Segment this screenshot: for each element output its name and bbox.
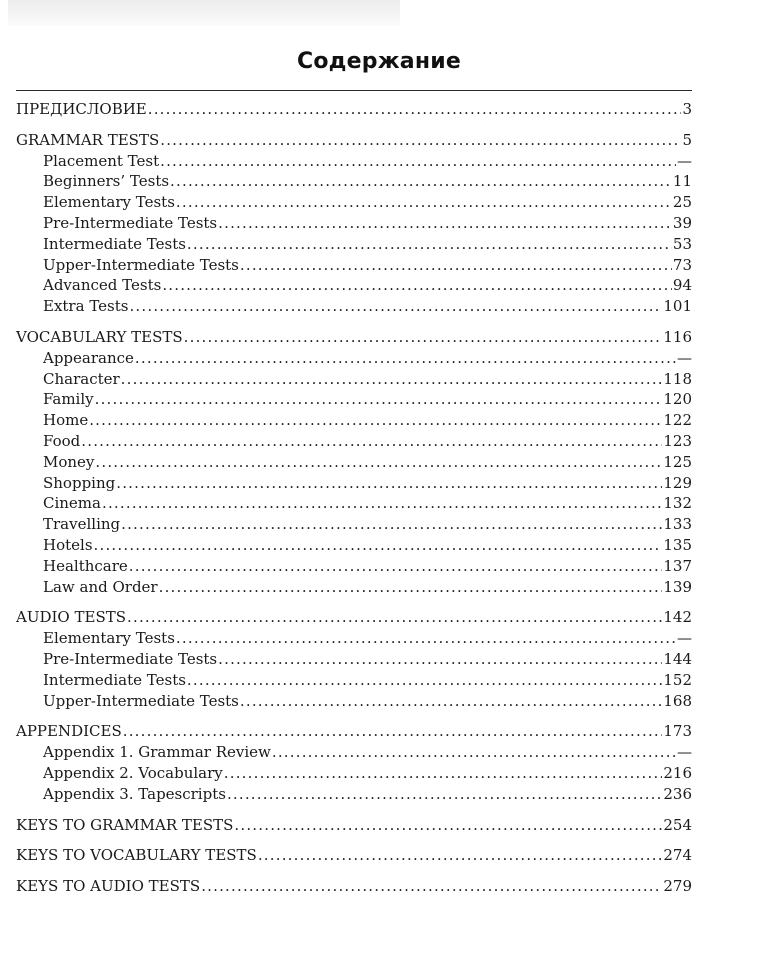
toc-section xyxy=(16,130,692,317)
dot-leader xyxy=(184,327,663,348)
dot-leader xyxy=(129,556,663,577)
toc-page-number: 236 xyxy=(663,784,692,803)
toc-subentry[interactable] xyxy=(16,296,692,317)
dot-leader xyxy=(176,192,672,213)
toc-page-number: 116 xyxy=(663,327,692,346)
scan-header-artifact xyxy=(8,0,400,26)
dot-leader xyxy=(89,410,662,431)
dot-leader xyxy=(187,670,662,691)
toc-section xyxy=(16,607,692,711)
toc-subentry[interactable] xyxy=(16,452,692,473)
dot-leader xyxy=(227,784,662,805)
toc-section xyxy=(16,876,692,897)
toc-page-number: 120 xyxy=(663,390,692,409)
toc-page-number: 152 xyxy=(663,670,692,689)
toc-entry-label: Cinema xyxy=(43,494,101,513)
toc-section-heading[interactable] xyxy=(16,607,692,628)
dot-leader xyxy=(148,99,682,120)
dot-leader xyxy=(240,691,662,712)
toc-section xyxy=(16,99,692,120)
toc-entry-label: KEYS TO VOCABULARY TESTS xyxy=(16,846,257,865)
toc-entry-label: Intermediate Tests xyxy=(43,670,186,689)
toc-entry-label: Elementary Tests xyxy=(43,193,175,212)
toc-subentry[interactable] xyxy=(16,213,692,234)
dot-leader xyxy=(187,234,672,255)
toc-page-number: 3 xyxy=(682,100,692,118)
toc-page-number: 173 xyxy=(663,722,692,741)
toc-entry-label: Appendix 3. Tapescripts xyxy=(43,784,226,803)
toc-entry-label: GRAMMAR TESTS xyxy=(16,130,160,149)
dot-leader xyxy=(129,296,662,317)
toc-subentry[interactable] xyxy=(16,473,692,494)
toc-entry-label: Money xyxy=(43,452,95,471)
dot-leader xyxy=(127,607,662,628)
dot-leader xyxy=(160,151,676,172)
toc-page-number: 129 xyxy=(663,473,692,492)
toc-subentry[interactable] xyxy=(16,493,692,514)
toc-page-number: 279 xyxy=(663,877,692,896)
toc-entry-label: Food xyxy=(43,431,81,450)
toc-entry-label: ПРЕДИСЛОВИЕ xyxy=(16,100,147,118)
toc-subentry[interactable] xyxy=(16,763,692,784)
dot-leader xyxy=(162,275,672,296)
toc-entry-label: Beginners’ Tests xyxy=(43,172,170,191)
toc-entry-label: AUDIO TESTS xyxy=(16,608,127,627)
toc-subentry[interactable] xyxy=(16,369,692,390)
toc-page-number: 5 xyxy=(682,130,692,149)
dot-leader xyxy=(135,348,676,369)
toc-page-number: 254 xyxy=(663,815,692,834)
toc-section-heading[interactable] xyxy=(16,876,692,897)
toc-entry-label: Extra Tests xyxy=(43,297,129,316)
toc-page-number: 118 xyxy=(663,369,692,388)
dot-leader xyxy=(170,171,672,192)
toc-subentry[interactable] xyxy=(16,556,692,577)
page-title: Содержание xyxy=(297,49,461,74)
toc-subentry[interactable] xyxy=(16,628,692,649)
toc-page-number: 168 xyxy=(663,691,692,710)
toc-subentry[interactable] xyxy=(16,255,692,276)
toc-page-number: 137 xyxy=(663,556,692,575)
toc-section-heading[interactable] xyxy=(16,845,692,866)
toc-section-heading[interactable] xyxy=(16,721,692,742)
toc-page-number: 274 xyxy=(663,846,692,865)
toc-subentry[interactable] xyxy=(16,348,692,369)
toc-page-number: 133 xyxy=(663,515,692,534)
toc-entry-label: Upper-Intermediate Tests xyxy=(43,255,239,274)
toc-subentry[interactable] xyxy=(16,784,692,805)
toc-entry-label: Appendix 2. Vocabulary xyxy=(43,763,223,782)
toc-subentry[interactable] xyxy=(16,275,692,296)
dot-leader xyxy=(218,213,672,234)
toc-page-number: 125 xyxy=(663,452,692,471)
dot-leader xyxy=(240,255,672,276)
toc-entry-label: Pre-Intermediate Tests xyxy=(43,213,218,232)
toc-entry-label: Law and Order xyxy=(43,577,158,596)
toc-entry-label: VOCABULARY TESTS xyxy=(16,327,183,346)
dot-leader xyxy=(94,535,663,556)
toc-section xyxy=(16,721,692,804)
toc-page-number: 123 xyxy=(663,431,692,450)
toc-entry-label: KEYS TO GRAMMAR TESTS xyxy=(16,815,234,834)
toc-subentry[interactable] xyxy=(16,410,692,431)
table-of-contents xyxy=(16,99,692,907)
toc-page-number: 25 xyxy=(672,193,692,212)
dot-leader xyxy=(160,130,681,151)
toc-subentry[interactable] xyxy=(16,577,692,598)
toc-entry-label: KEYS TO AUDIO TESTS xyxy=(16,877,201,896)
toc-subentry[interactable] xyxy=(16,431,692,452)
toc-page-number: 73 xyxy=(672,255,692,274)
dot-leader xyxy=(218,649,662,670)
toc-subentry[interactable] xyxy=(16,171,692,192)
toc-page-number: 132 xyxy=(663,494,692,513)
dot-leader xyxy=(121,514,662,535)
dot-leader xyxy=(81,431,662,452)
toc-section xyxy=(16,845,692,866)
dot-leader xyxy=(123,721,663,742)
dot-leader xyxy=(159,577,663,598)
toc-page-number: — xyxy=(677,629,692,648)
toc-subentry[interactable] xyxy=(16,151,692,172)
toc-entry-label: Pre-Intermediate Tests xyxy=(43,649,218,668)
toc-subentry[interactable] xyxy=(16,535,692,556)
toc-page-number: 216 xyxy=(663,763,692,782)
toc-subentry[interactable] xyxy=(16,389,692,410)
toc-entry-label: Intermediate Tests xyxy=(43,234,186,253)
toc-page-number: 142 xyxy=(663,608,692,627)
toc-entry-label: Home xyxy=(43,411,89,430)
toc-entry-label: Appearance xyxy=(43,348,134,367)
dot-leader xyxy=(102,493,662,514)
dot-leader xyxy=(121,369,663,390)
dot-leader xyxy=(272,742,676,763)
toc-entry-label: Family xyxy=(43,390,94,409)
dot-leader xyxy=(258,845,663,866)
toc-entry-label: Healthcare xyxy=(43,556,128,575)
toc-section xyxy=(16,327,692,597)
toc-entry-label: Placement Test xyxy=(43,151,160,170)
toc-entry-label: Shopping xyxy=(43,473,116,492)
toc-page-number: 144 xyxy=(663,649,692,668)
toc-section-heading[interactable] xyxy=(16,327,692,348)
toc-entry-label: Character xyxy=(43,369,120,388)
toc-page-number: 101 xyxy=(663,297,692,316)
toc-entry-label: Elementary Tests xyxy=(43,629,175,648)
toc-page-number: 53 xyxy=(672,234,692,253)
toc-section-heading[interactable] xyxy=(16,815,692,836)
toc-subentry[interactable] xyxy=(16,670,692,691)
toc-entry-label: Travelling xyxy=(43,515,121,534)
toc-entry-label: APPENDICES xyxy=(16,722,122,741)
toc-section xyxy=(16,815,692,836)
toc-page-number: 94 xyxy=(672,276,692,295)
dot-leader xyxy=(95,389,663,410)
toc-page-number: 39 xyxy=(672,213,692,232)
dot-leader xyxy=(176,628,676,649)
toc-entry-label: Appendix 1. Grammar Review xyxy=(43,743,271,762)
dot-leader xyxy=(234,815,662,836)
toc-page-number: 139 xyxy=(663,577,692,596)
toc-subentry[interactable] xyxy=(16,192,692,213)
title-divider xyxy=(16,90,692,91)
toc-section-heading[interactable] xyxy=(16,130,692,151)
toc-page-number: 122 xyxy=(663,411,692,430)
toc-entry-label: Upper-Intermediate Tests xyxy=(43,691,239,710)
dot-leader xyxy=(201,876,662,897)
toc-section-heading[interactable] xyxy=(16,99,692,120)
toc-subentry[interactable] xyxy=(16,514,692,535)
toc-entry-label: Hotels xyxy=(43,535,93,554)
toc-entry-label: Advanced Tests xyxy=(43,276,162,295)
toc-subentry[interactable] xyxy=(16,742,692,763)
dot-leader xyxy=(95,452,662,473)
toc-subentry[interactable] xyxy=(16,649,692,670)
dot-leader xyxy=(116,473,662,494)
toc-page-number: — xyxy=(677,743,692,762)
dot-leader xyxy=(224,763,663,784)
toc-page-number: — xyxy=(677,348,692,367)
toc-page-number: 11 xyxy=(672,172,692,191)
toc-subentry[interactable] xyxy=(16,234,692,255)
toc-subentry[interactable] xyxy=(16,691,692,712)
toc-page-number: 135 xyxy=(663,535,692,554)
toc-page-number: — xyxy=(677,151,692,170)
